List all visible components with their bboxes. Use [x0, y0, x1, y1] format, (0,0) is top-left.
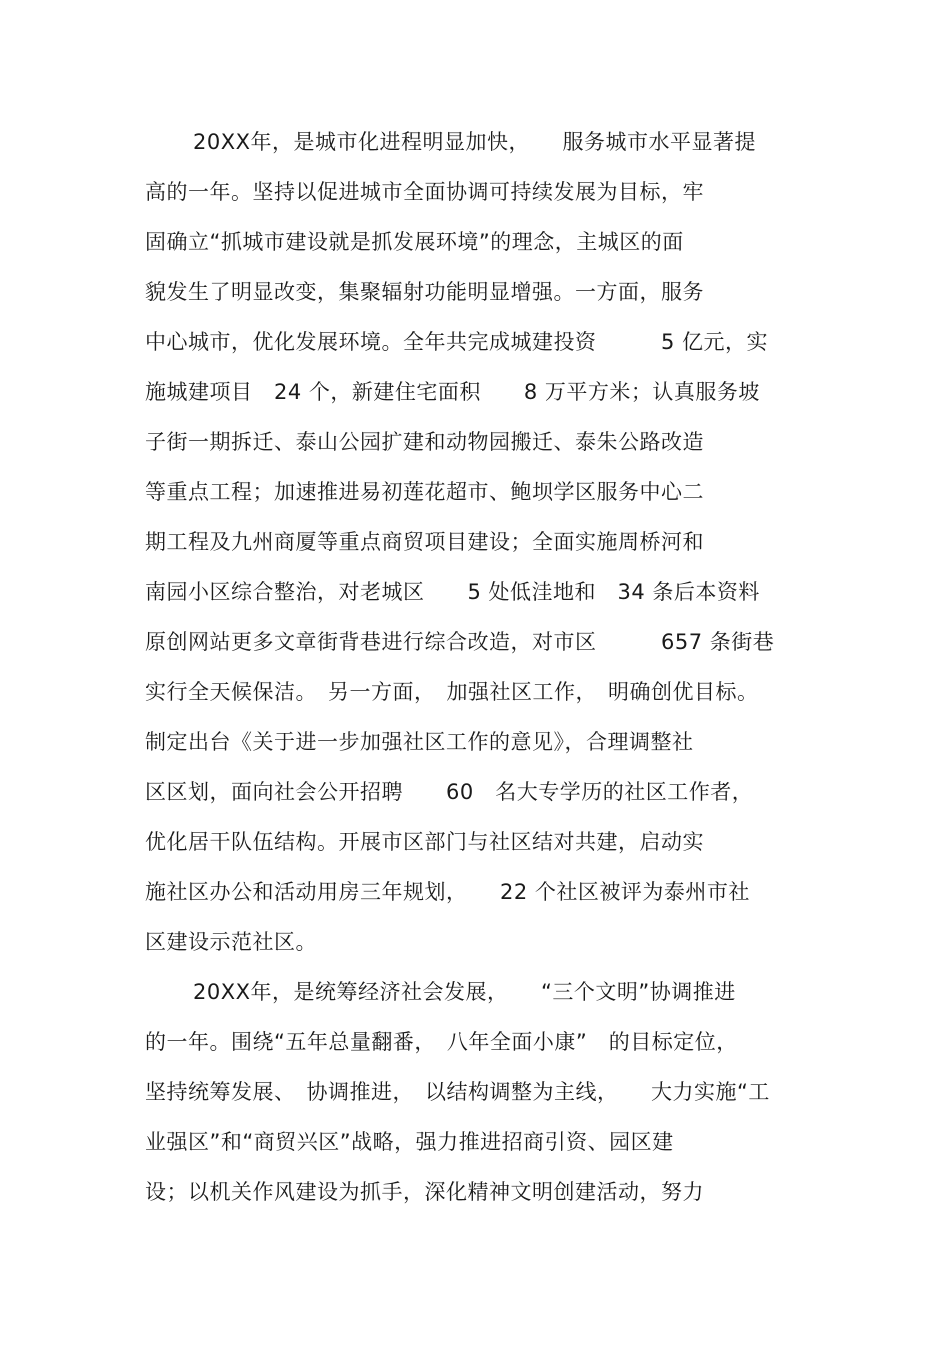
text-line: 20XX年，是城市化进程明显加快， 服务城市水平显著提 — [193, 130, 756, 154]
text-line: 等重点工程；加速推进易初莲花超市、鲍坝学区服务中心二 — [145, 480, 704, 504]
text-line: 优化居干队伍结构。开展市区部门与社区结对共建，启动实 — [145, 830, 704, 854]
text-line: 中心城市，优化发展环境。全年共完成城建投资 5 亿元，实 — [145, 330, 769, 354]
text-line: 高的一年。坚持以促进城市全面协调可持续发展为目标，牢 — [145, 180, 704, 204]
text-line: 貌发生了明显改变，集聚辐射功能明显增强。一方面，服务 — [145, 280, 704, 304]
text-line: 区建设示范社区。 — [145, 930, 317, 954]
text-line: 设；以机关作风建设为抓手，深化精神文明创建活动，努力 — [145, 1180, 704, 1204]
text-line: 区区划，面向社会公开招聘 60 名大专学历的社区工作者， — [145, 780, 754, 804]
text-line: 原创网站更多文章街背巷进行综合改造，对市区 657 条街巷 — [145, 630, 775, 654]
text-line: 20XX年，是统筹经济社会发展， “三个文明”协调推进 — [193, 980, 736, 1004]
text-line: 施社区办公和活动用房三年规划， 22 个社区被评为泰州市社 — [145, 880, 750, 904]
text-line: 坚持统筹发展、 协调推进， 以结构调整为主线， 大力实施“工 — [145, 1080, 770, 1104]
text-line: 施城建项目 24 个，新建住宅面积 8 万平方米；认真服务坡 — [145, 380, 760, 404]
text-line: 的一年。围绕“五年总量翻番， 八年全面小康” 的目标定位， — [145, 1030, 738, 1054]
text-line: 子街一期拆迁、泰山公园扩建和动物园搬迁、泰朱公路改造 — [145, 430, 704, 454]
text-line: 固确立“抓城市建设就是抓发展环境”的理念，主城区的面 — [145, 230, 684, 254]
text-line: 实行全天候保洁。 另一方面， 加强社区工作， 明确创优目标。 — [145, 680, 759, 704]
text-line: 期工程及九州商厦等重点商贸项目建设；全面实施周桥河和 — [145, 530, 704, 554]
text-line: 南园小区综合整治，对老城区 5 处低洼地和 34 条后本资料 — [145, 580, 760, 604]
text-line: 制定出台《关于进一步加强社区工作的意见》，合理调整社 — [145, 730, 694, 754]
text-line: 业强区”和“商贸兴区”战略，强力推进招商引资、园区建 — [145, 1130, 674, 1154]
